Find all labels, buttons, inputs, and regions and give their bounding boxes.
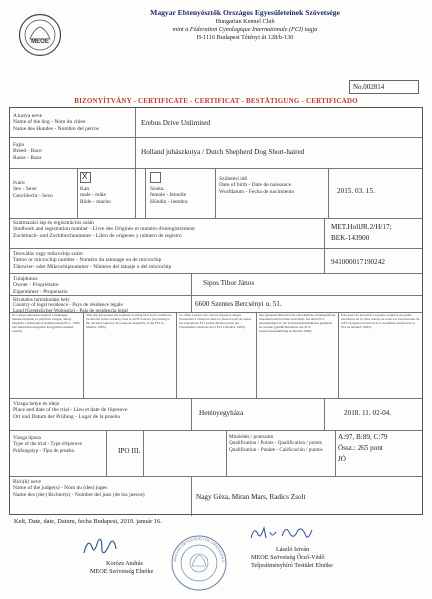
signatory-left-title: MEOE Szövetség Elnöke bbox=[90, 568, 154, 575]
studbook-value: MET.HollJR.2/H/17; BEK-143900 bbox=[331, 223, 392, 242]
issue-date: Kelt, Date, date, Datum, fecha Budapest, 2019. január 16. bbox=[14, 518, 162, 525]
signatory-right-name: László István bbox=[276, 546, 310, 553]
scores-value: A:97, B:89, C:79 bbox=[338, 433, 388, 441]
sex-label: Ivaru Sex - Sexe Geschlecht - Sexo bbox=[13, 180, 54, 199]
stamp-text: MAGYAR EBTENYÉSZTŐK ORSZÁGOS E bbox=[173, 536, 226, 563]
legal-text-fr: Ce chien a passé avec succès l'épreuve exigée l'autorisant à s'inscrire dans la classe travail de toutes les expositions FCI (selon décision prise par l'Assemblée Générale de la FCI à Madrid, 1983). bbox=[179, 313, 252, 329]
header-org-english: Hungarian Kennel Club bbox=[215, 18, 275, 25]
certificate-table bbox=[9, 107, 423, 515]
certificate-title: BIZONYÍTVÁNY - CERTIFICATE - CERTIFICAT - BESTÄTIGUNG - CERTIFICADO bbox=[74, 97, 358, 105]
signature-left-image bbox=[80, 533, 120, 559]
legal-text-de: Der genannte Hund hat die erforderliche Arbeitsprüfung bestanden und ist dazu berechtigt, bei allen FCI-Ausstellungen in der Gebrauchshundeklasse gemeldet zu werden (gemäß Beschluss der FCI-Generalversammlung in Madrid 1983). bbox=[259, 313, 336, 333]
certificate-number: No.002814 bbox=[349, 80, 419, 94]
total-points-value: Össz.: 265 pont bbox=[338, 444, 383, 452]
header-address: H-1116 Budapest Tétényi út 128/b-130 bbox=[196, 34, 294, 42]
male-checked-mark: X bbox=[82, 172, 88, 181]
grade-value: JÓ bbox=[338, 455, 346, 463]
official-stamp bbox=[170, 534, 228, 592]
male-label: Kan male - mâle Rüde - macho bbox=[80, 186, 111, 205]
owner-label: Tulajdonos Owner - Propriétaire Eigentümer - Propietario bbox=[13, 276, 68, 295]
trial-date-value: 2018. 11. 02-04. bbox=[344, 409, 392, 417]
judges-value: Nagy Géza, Miran Mars, Radics Zsolt bbox=[196, 493, 306, 501]
qualification-label: Minősítés / pontszám Qualification / Points - Qualification / points Qualification - Punkte - Calificación / puntos bbox=[229, 434, 323, 453]
signature-right-image bbox=[248, 522, 316, 544]
logo-text: MEOE bbox=[31, 39, 49, 45]
breed-value: Holland juhászkutya / Dutch Shepherd Dog Short-haired bbox=[141, 148, 305, 156]
residence-value: 6600 Szentes Bercsényi u. 51. bbox=[195, 300, 282, 308]
dog-name-value: Erebus Drive Unlimited bbox=[141, 119, 211, 127]
header-org-name: Magyar Ebtenyésztők Országos Egyesületeinek Szövetsége bbox=[150, 8, 340, 17]
signatory-left-name: Korózs András bbox=[106, 560, 143, 567]
birth-date-label: Születési idő Date of birth - Date de naissance Wurfdatum - Fecha de nacimiento bbox=[219, 176, 295, 195]
legal-text-es: Este perro ha aprobado la prueba exigida para poder inscribirse en la clase trabajo de todas las exposiciones de la FCI (según resolución de la Asamblea General de la FCI en Madrid, 1983). bbox=[341, 313, 420, 329]
header-membership: mint a Féderation Cynologique Internationale (FCI) tagja bbox=[172, 26, 318, 34]
tattoo-label: Tetoválás vagy mikrochip szám Tattoo or microchip number - Numéro du tatouage ou de microchip Tätowier- oder Mikrochipnummer - Número del tatuaje o del microchip bbox=[13, 251, 172, 270]
female-label: Szuka female - femelle Hündin - hembra bbox=[150, 186, 188, 205]
residence-label: Hivatalos tartózkodási hely Country of legal residence - Pays de résidence légale Land (Gesetzlicher Wohnsitz) - Pais de residencia legal bbox=[13, 297, 128, 314]
dog-name-label: A kutya neve Name of the dog - Nom du chien Name des Hundes - Nombre del perros bbox=[13, 113, 99, 132]
tattoo-value: 941000017190242 bbox=[331, 258, 385, 266]
legal-text-en: This dog has passed the required working trial and is entitled to be entered in the working class at all FCI shows (according to the decision taken by the General Assembly of the FCI in Madrid, 1983). bbox=[86, 313, 173, 329]
trial-type-value: IPO III. bbox=[118, 447, 141, 455]
trial-place-label: Vizsga helye és ideje Place and date of the trial - Lieu et date de l'épreuve Ort und Datum der Prüfung - Lugar de la prueba bbox=[13, 401, 128, 420]
judges-label: Bíró(k) neve Name of the judge(s) - Nom du (des) juges Name des (der) Richter(s) - Nombre del juez (de los jueces) bbox=[13, 479, 145, 498]
signatory-right-title: MEOE Szövetség Őrző-Védő Teljesítménybíró Testület Elnöke bbox=[251, 554, 333, 569]
birth-date-value: 2015. 03. 15. bbox=[337, 187, 375, 195]
trial-type-label: Vizsga típusa Type of the trial - Type d'épreuve Prüfungstyp - Tipo de prueba bbox=[13, 435, 82, 454]
trial-place-value: Hetényegyháza bbox=[199, 409, 244, 417]
breed-label: Fajta Breed - Race Rasse - Raza bbox=[13, 142, 42, 161]
meoe-logo bbox=[18, 13, 62, 57]
studbook-label: Származási lap és regisztrációs szám Studbook and registration number - Livre des Origines et numéro d'enregistrement Zuchtbuch- und Zuchtbuchnummer - Libro de origenes y número de registro bbox=[13, 220, 195, 239]
owner-value: Sipos Tibor János bbox=[203, 279, 255, 287]
header bbox=[70, 8, 420, 43]
legal-text-hu: Ez a kutya sikeresen bejutott a szükséges munkavizsgálati és pályázati vizsgát, amely megfelel a nemzetközi szabályzatnak (FCI - 1983-ban Madridban megadott közgyűlési rendelet szerint). bbox=[12, 313, 81, 333]
